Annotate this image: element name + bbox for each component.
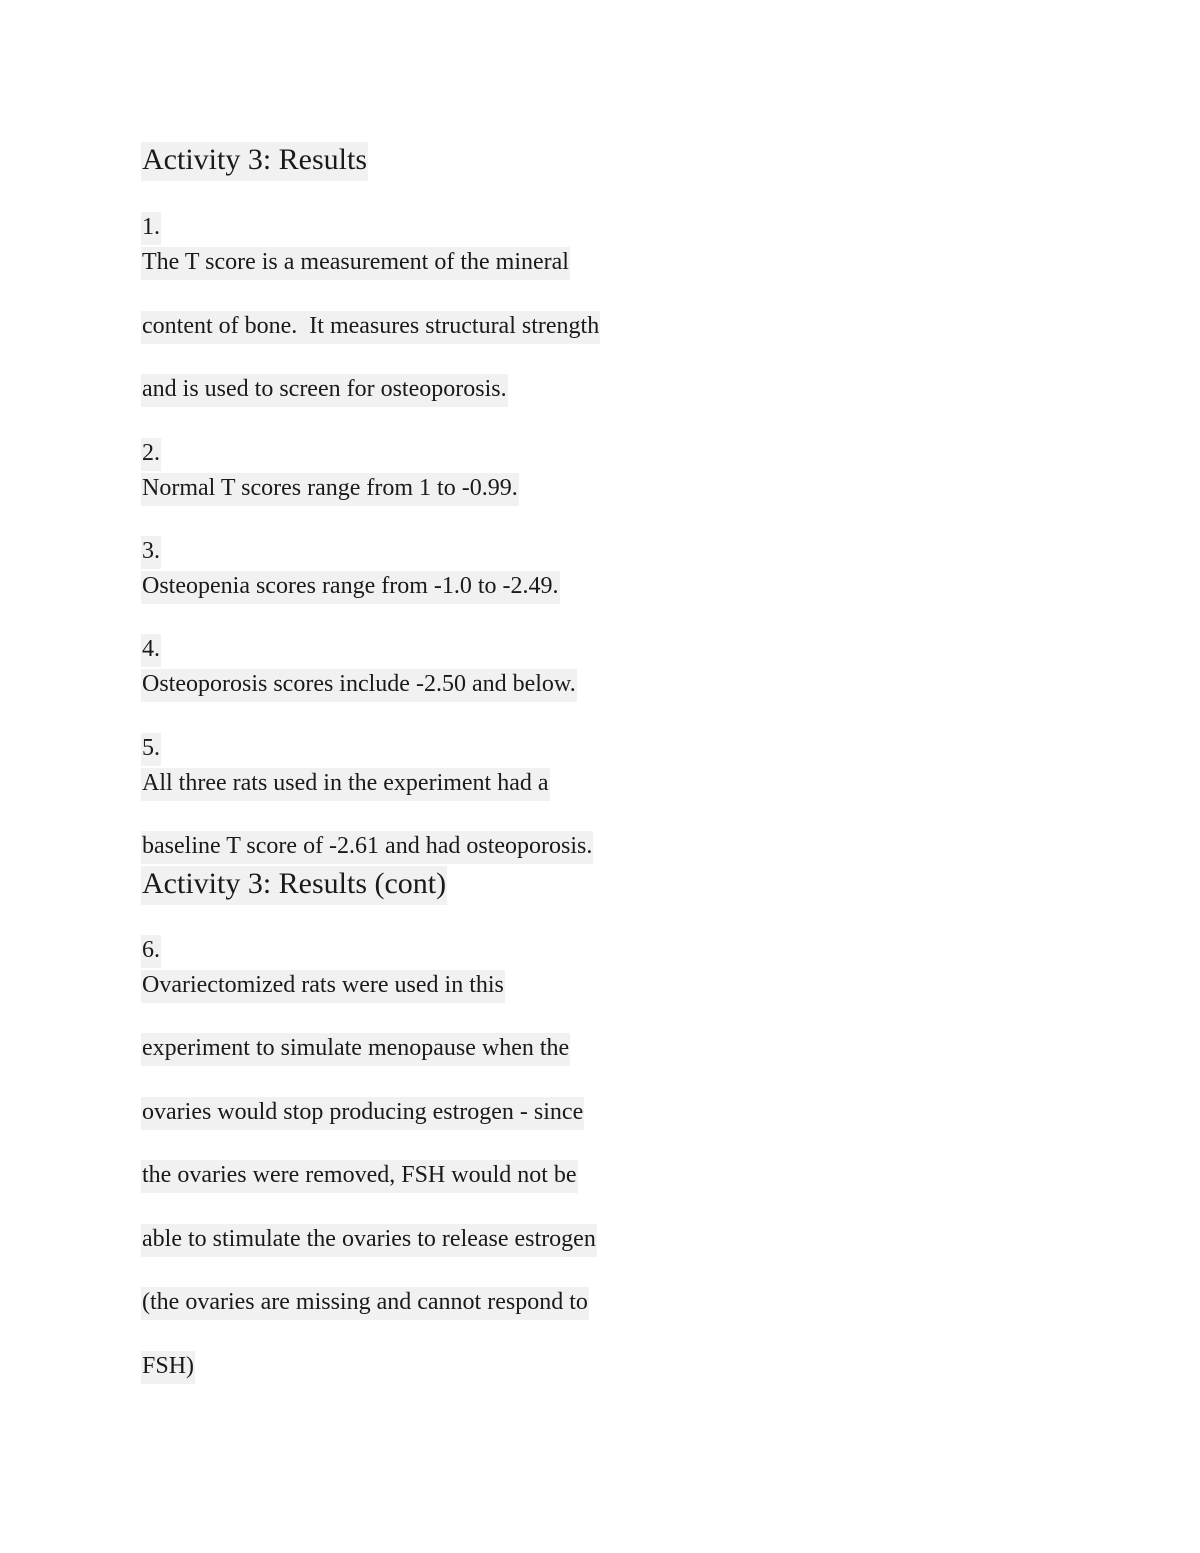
item-text-line: All three rats used in the experiment had a <box>141 768 550 801</box>
item-text-line: (the ovaries are missing and cannot respond to <box>141 1287 589 1320</box>
item-text-line: Osteopenia scores range from -1.0 to -2.49. <box>141 571 560 604</box>
item-text-line: Ovariectomized rats were used in this <box>141 970 505 1003</box>
item-text-line: content of bone. It measures structural strength <box>141 311 600 344</box>
item-text-line: experiment to simulate menopause when the <box>141 1033 570 1066</box>
item-text-line: Osteoporosis scores include -2.50 and below. <box>141 669 577 702</box>
section-heading: Activity 3: Results (cont) <box>141 866 447 905</box>
item-text-line: baseline T score of -2.61 and had osteoporosis. <box>141 831 593 864</box>
item-number: 3. <box>141 536 161 569</box>
item-text-line: FSH) <box>141 1351 195 1384</box>
item-text-line: The T score is a measurement of the mineral <box>141 247 570 280</box>
item-number: 2. <box>141 438 161 471</box>
item-number: 1. <box>141 212 161 245</box>
item-number: 4. <box>141 634 161 667</box>
item-text-line: the ovaries were removed, FSH would not be <box>141 1160 578 1193</box>
section-heading: Activity 3: Results <box>141 142 368 181</box>
item-text-line: ovaries would stop producing estrogen - since <box>141 1097 584 1130</box>
item-number: 6. <box>141 935 161 968</box>
item-text-line: and is used to screen for osteoporosis. <box>141 374 508 407</box>
item-number: 5. <box>141 733 161 766</box>
item-text-line: Normal T scores range from 1 to -0.99. <box>141 473 519 506</box>
item-text-line: able to stimulate the ovaries to release estrogen <box>141 1224 597 1257</box>
